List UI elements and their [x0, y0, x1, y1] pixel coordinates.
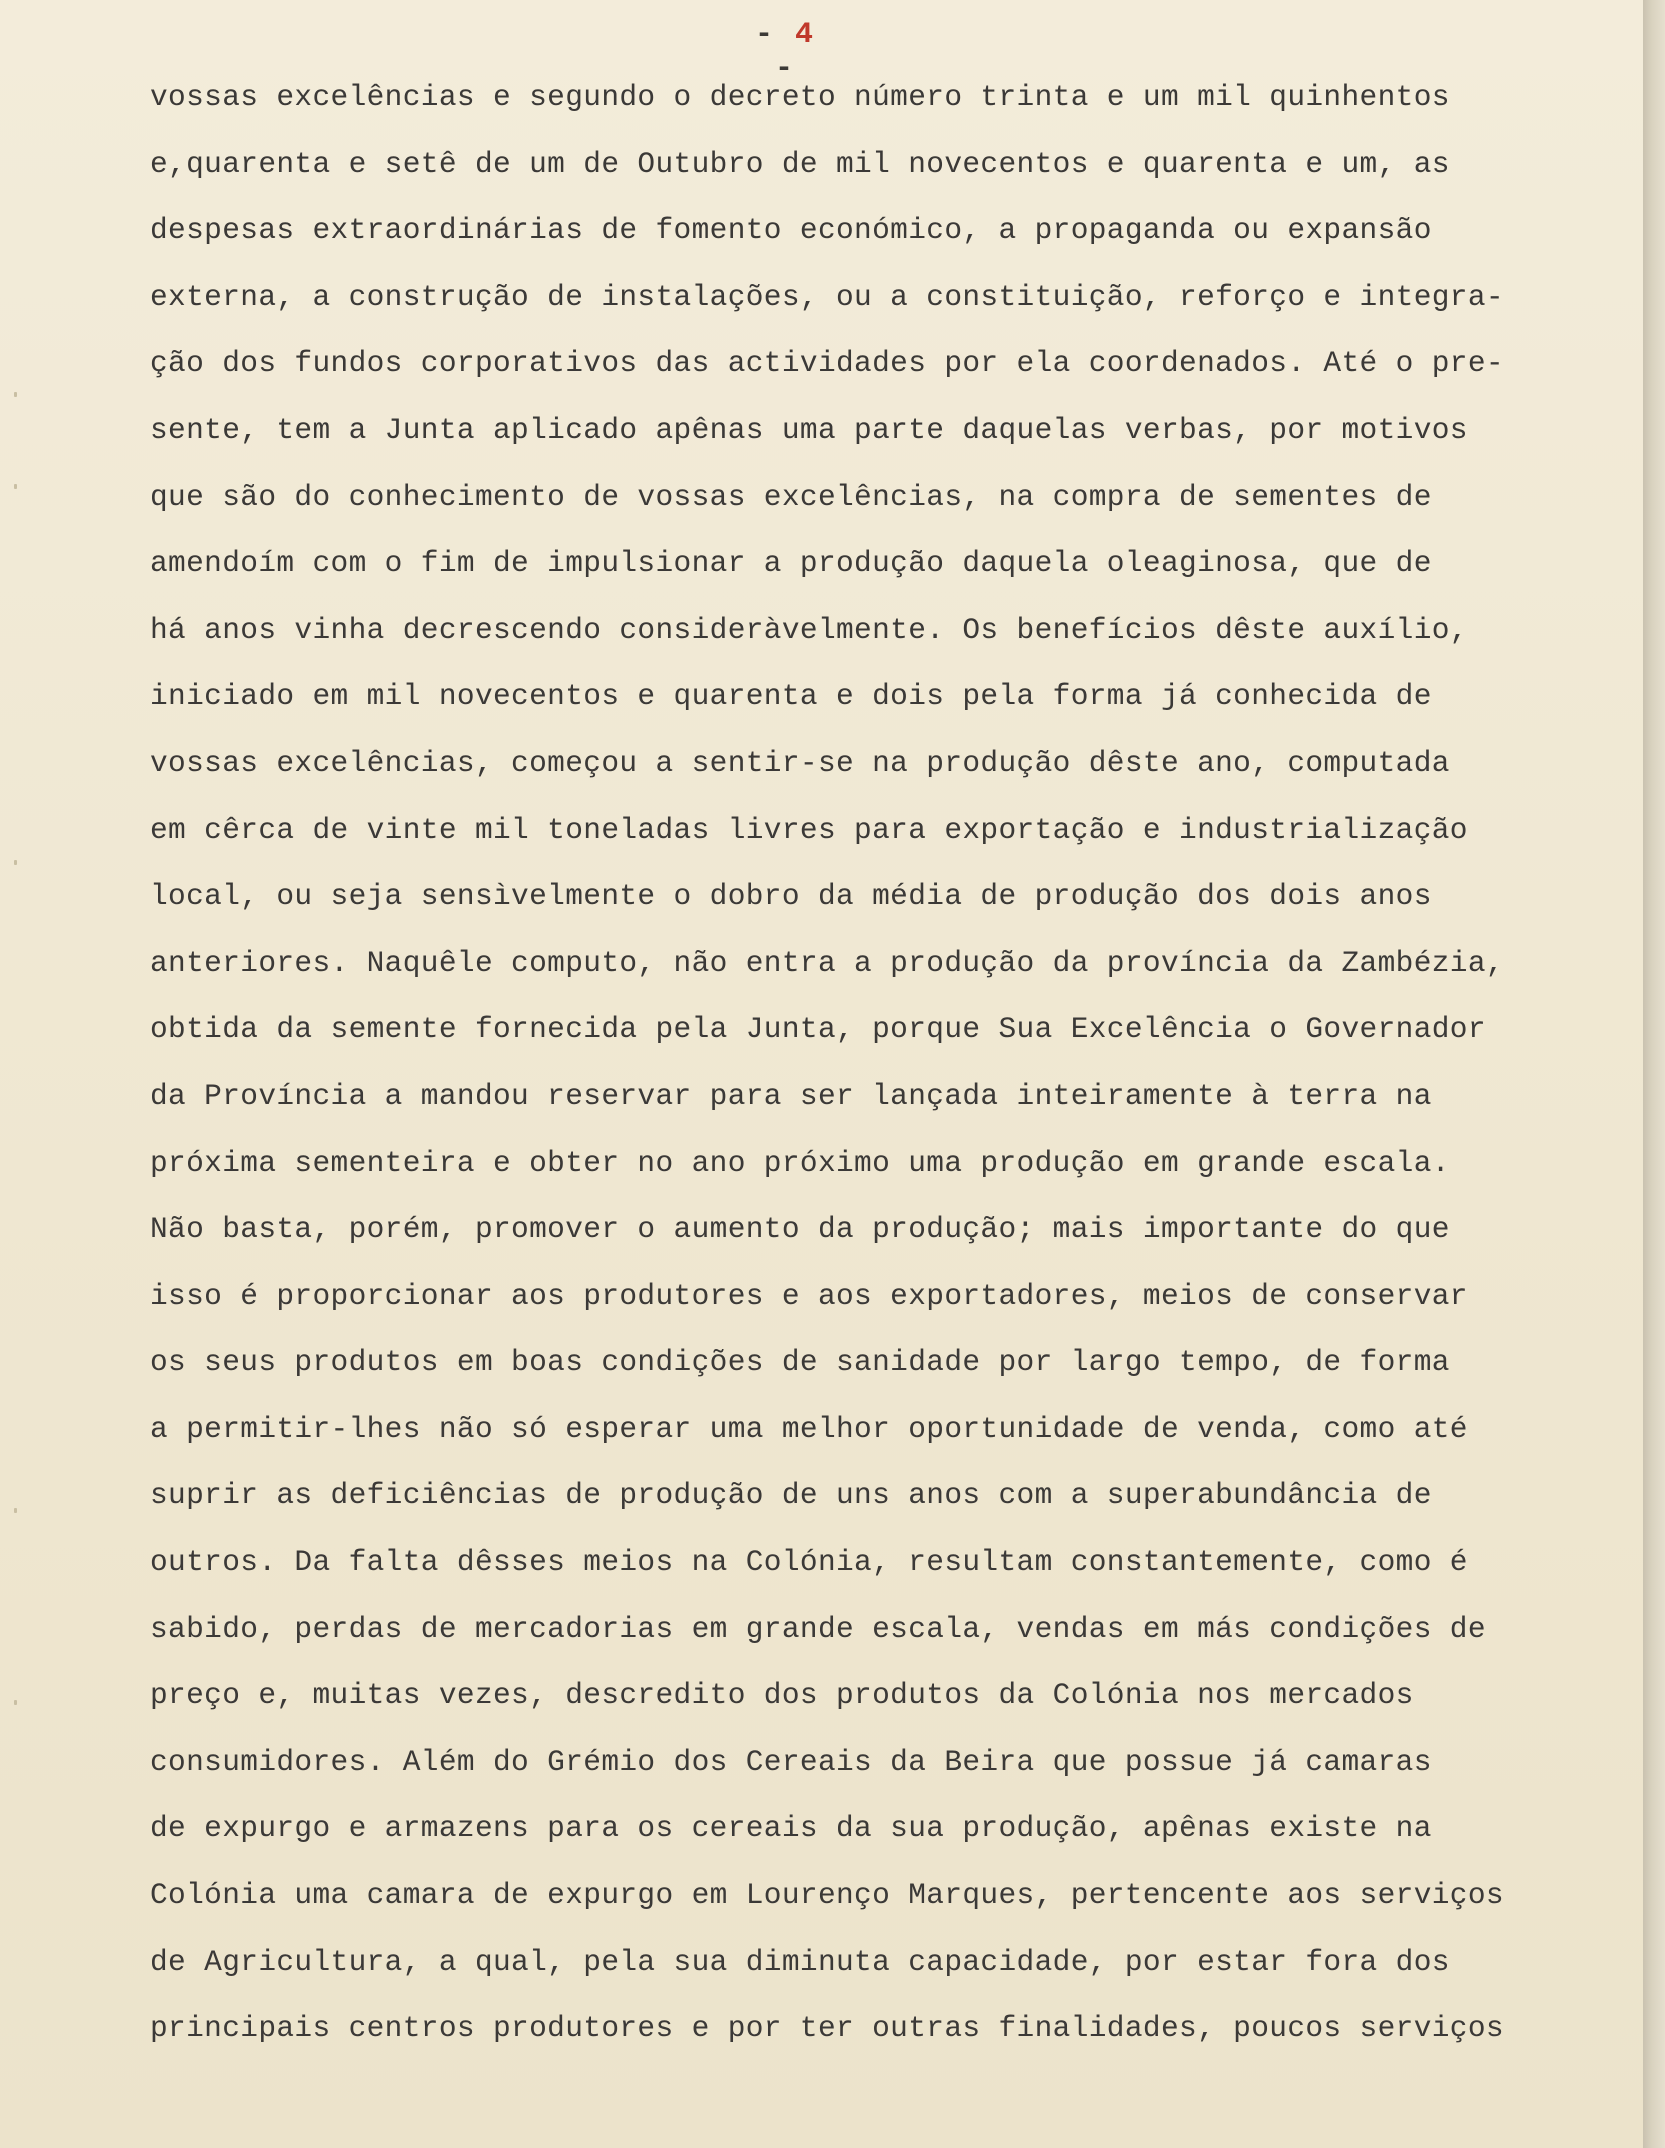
- margin-mark: [14, 860, 17, 865]
- text-line: de Agricultura, a qual, pela sua diminuta capacidade, por estar fora dos: [150, 1944, 1450, 1979]
- text-line: a permitir-lhes não só esperar uma melhor oportunidade de venda, como até: [150, 1411, 1468, 1446]
- typed-body-text: [150, 82, 1645, 2080]
- text-line: amendoím com o fim de impulsionar a produção daquela oleaginosa, que de: [150, 546, 1432, 581]
- text-line: em cêrca de vinte mil toneladas livres para exportação e industrialização: [150, 812, 1468, 847]
- text-line: vossas excelências, começou a sentir-se na produção dêste ano, computada: [150, 745, 1450, 780]
- text-line: Colónia uma camara de expurgo em Lourenço Marques, pertencente aos serviços: [150, 1878, 1504, 1913]
- text-line: próxima sementeira e obter no ano próximo uma produção em grande escala.: [150, 1145, 1450, 1180]
- text-line: que são do conhecimento de vossas excelências, na compra de sementes de: [150, 479, 1432, 514]
- margin-mark: [14, 1508, 17, 1513]
- margin-mark: [14, 392, 17, 397]
- text-line: consumidores. Além do Grémio dos Cereais da Beira que possue já camaras: [150, 1744, 1432, 1779]
- text-line: sente, tem a Junta aplicado apênas uma parte daquelas verbas, por motivos: [150, 412, 1468, 447]
- text-line: sabido, perdas de mercadorias em grande escala, vendas em más condições de: [150, 1611, 1486, 1646]
- text-line: preço e, muitas vezes, descredito dos produtos da Colónia nos mercados: [150, 1678, 1414, 1713]
- text-line: principais centros produtores e por ter outras finalidades, poucos serviços: [150, 2011, 1504, 2046]
- text-line: e,quarenta e setê de um de Outubro de mil novecentos e quarenta e um, as: [150, 146, 1450, 181]
- page-number-value: 4: [795, 18, 816, 52]
- page-number-prefix: -: [754, 18, 795, 52]
- text-line: iniciado em mil novecentos e quarenta e dois pela forma já conhecida de: [150, 679, 1432, 714]
- text-line: obtida da semente fornecida pela Junta, porque Sua Excelência o Governador: [150, 1012, 1486, 1047]
- page-edge: [1643, 0, 1665, 2148]
- text-line: os seus produtos em boas condições de sanidade por largo tempo, de forma: [150, 1345, 1450, 1380]
- text-line: externa, a construção de instalações, ou a constituição, reforço e integra-: [150, 279, 1504, 314]
- text-line: de expurgo e armazens para os cereais da sua produção, apênas existe na: [150, 1811, 1432, 1846]
- text-line: Não basta, porém, promover o aumento da produção; mais importante do que: [150, 1212, 1450, 1247]
- text-line: despesas extraordinárias de fomento económico, a propaganda ou expansão: [150, 213, 1432, 248]
- text-line: local, ou seja sensìvelmente o dobro da média de produção dos dois anos: [150, 879, 1432, 914]
- margin-mark: [14, 484, 17, 489]
- text-line: ção dos fundos corporativos das actividades por ela coordenados. Até o pre-: [150, 346, 1504, 381]
- text-line: há anos vinha decrescendo consideràvelmente. Os benefícios dêste auxílio,: [150, 612, 1468, 647]
- text-line: outros. Da falta dêsses meios na Colónia, resultam constantemente, como é: [150, 1545, 1468, 1580]
- text-line: suprir as deficiências de produção de uns anos com a superabundância de: [150, 1478, 1432, 1513]
- page-number: [740, 18, 830, 86]
- text-line: isso é proporcionar aos produtores e aos exportadores, meios de conservar: [150, 1278, 1468, 1313]
- text-line: vossas excelências e segundo o decreto número trinta e um mil quinhentos: [150, 80, 1450, 114]
- text-line: da Província a mandou reservar para ser lançada inteiramente à terra na: [150, 1078, 1432, 1113]
- text-line: anteriores. Naquêle computo, não entra a produção da província da Zambézia,: [150, 945, 1504, 980]
- margin-mark: [14, 1700, 17, 1705]
- page-number-suffix: -: [774, 52, 795, 86]
